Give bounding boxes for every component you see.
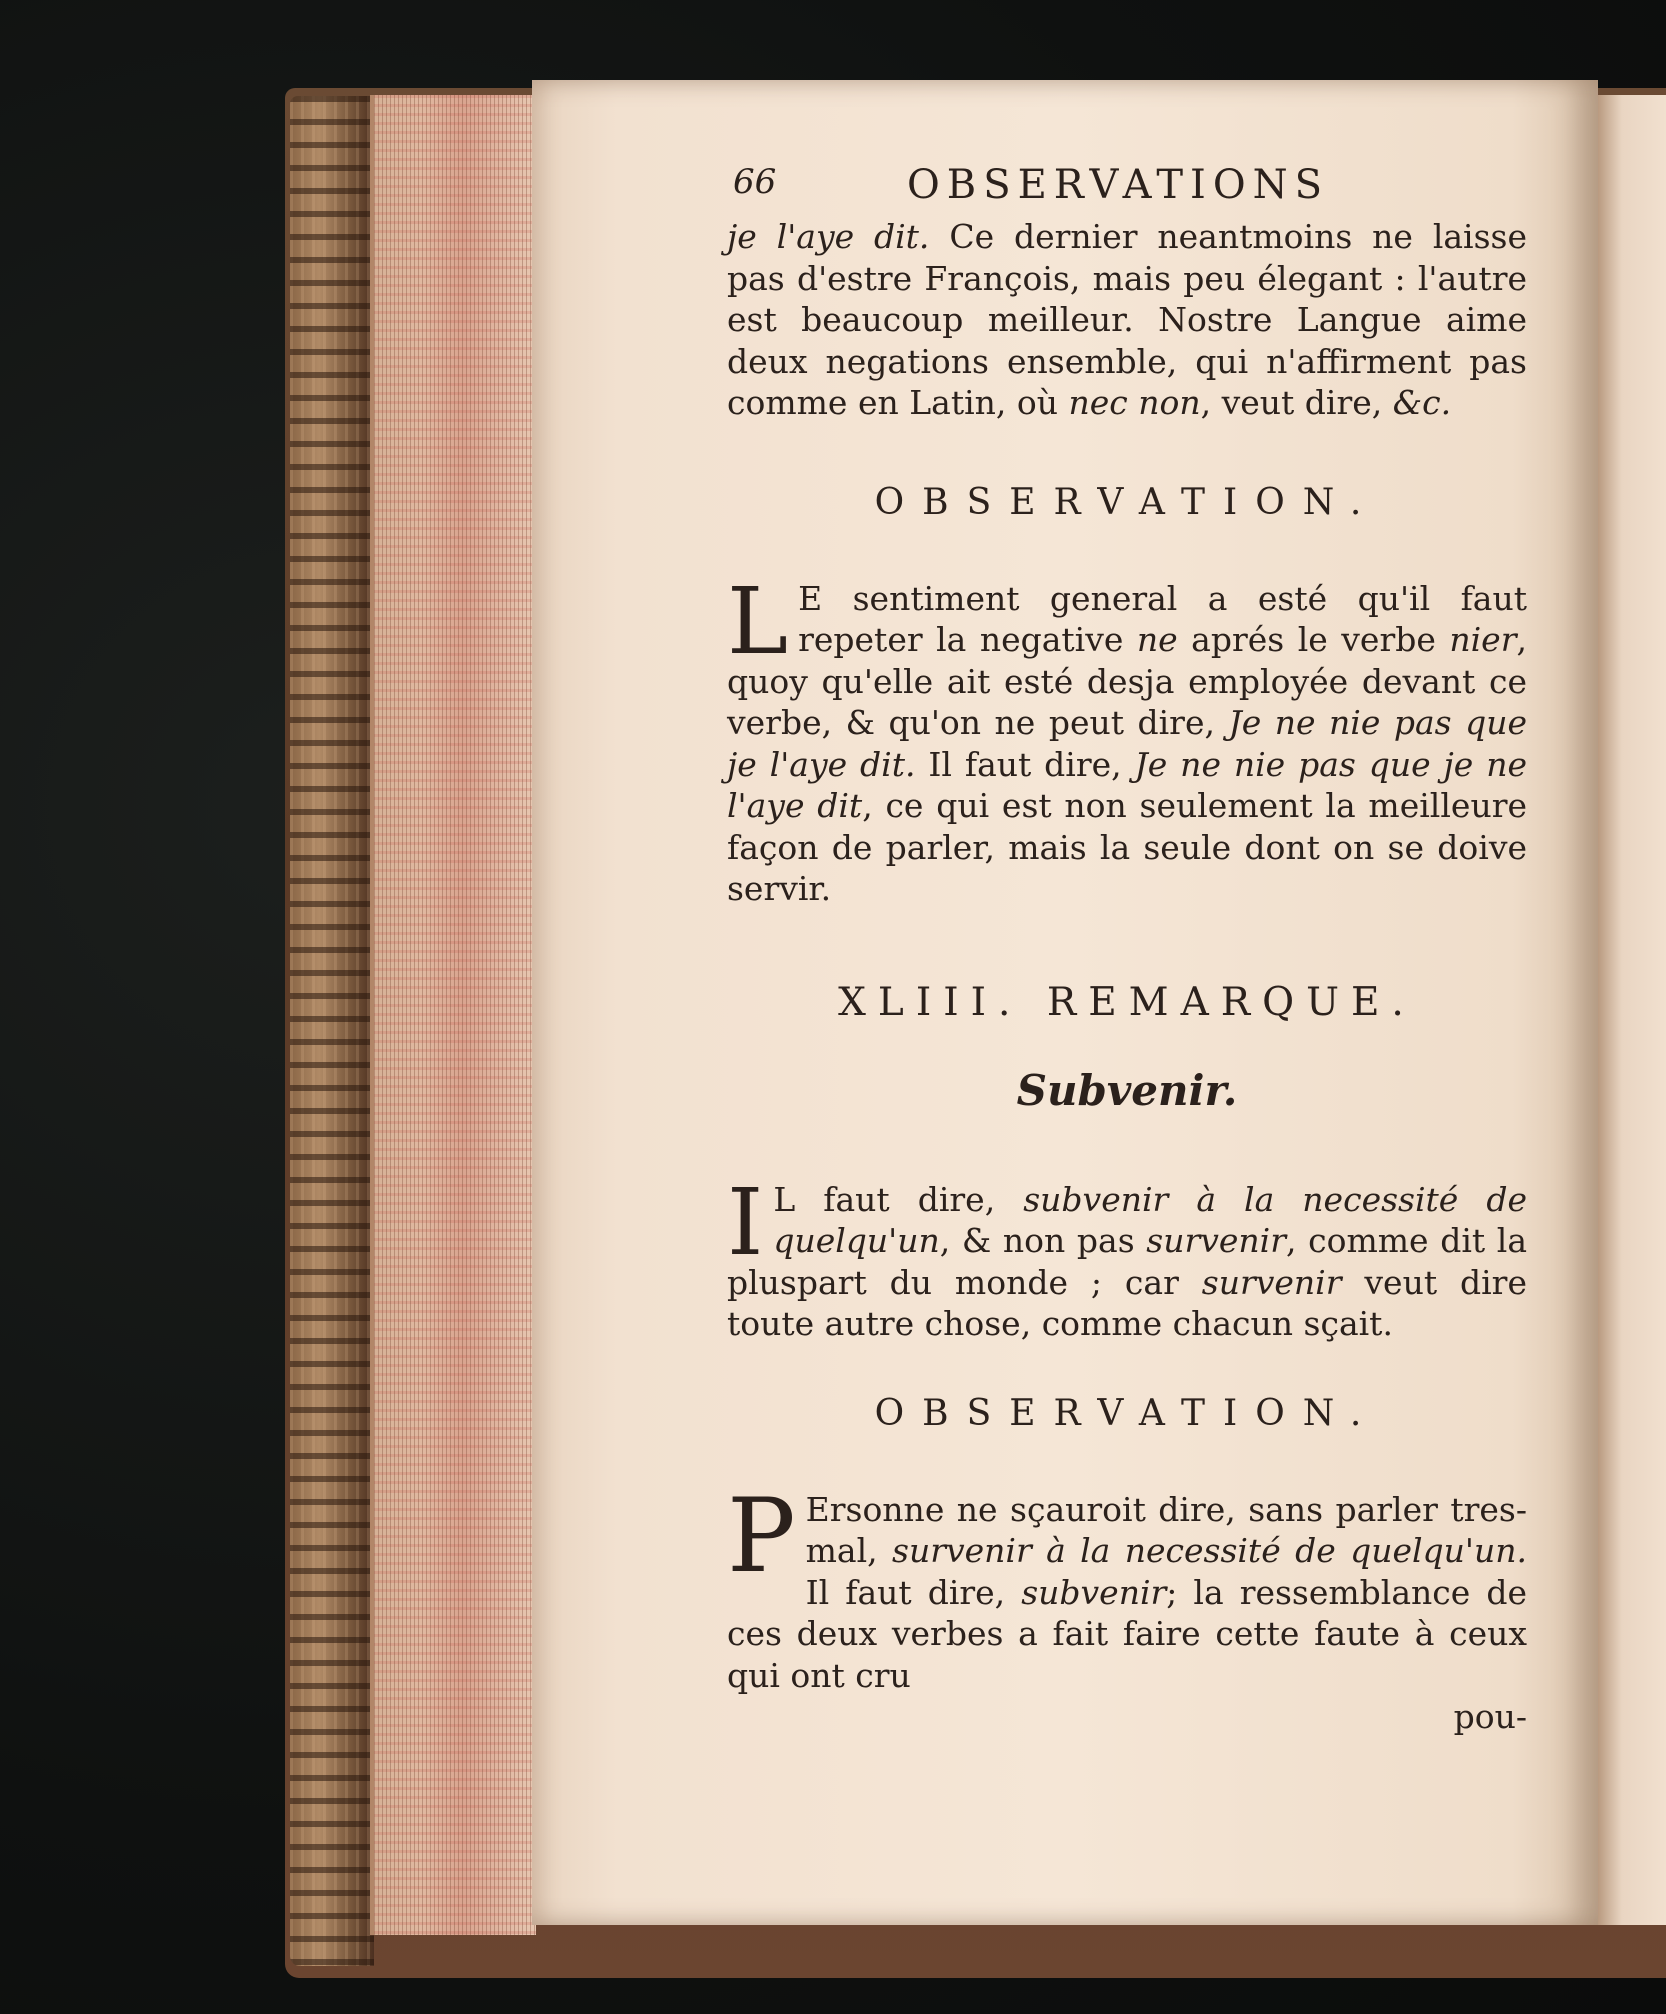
body-text: veut dire toute autre chose, comme chacun sçait. (727, 1262, 1527, 1343)
page-number: 66 (733, 162, 777, 202)
italic-text: survenir à la necessité de quelqu'un. (892, 1531, 1528, 1570)
running-head (727, 160, 1527, 216)
drop-cap: L (727, 567, 789, 675)
body-text: , ce qui est non seulement la meilleure façon de parler, mais la seule dont on se doive servir. (727, 786, 1527, 908)
body-text: ; la ressemblance de ces deux verbes a fait faire cette faute à ceux qui ont cru (727, 1572, 1527, 1695)
body-text: Il faut dire, (915, 744, 1135, 784)
italic-text: Je ne nie pas que je l'aye dit. (727, 703, 1527, 784)
body-text: E sentiment general a esté qu'il faut repeter la negative (798, 578, 1527, 659)
observation-heading: OBSERVATION. (874, 481, 1380, 523)
observation-paragraph (727, 567, 1527, 910)
italic-text: subvenir à la necessité de quelqu'un (773, 1179, 1527, 1260)
body-text: aprés le verbe (1177, 620, 1450, 659)
body-text: Il faut dire, (805, 1572, 1022, 1612)
italic-text: survenir (1201, 1262, 1342, 1302)
body-text: Ce dernier neantmoins ne laisse pas d'estre François, mais peu élegant : l'autre est beaucoup meilleur. Nostre Langue aime deux negations ensemble, qui n'affirment pas comme en Latin, où (727, 217, 1527, 422)
book-spine (290, 96, 374, 1966)
italic-text: &c. (1392, 383, 1452, 422)
remarque-heading: XLIII. REMARQUE. (838, 979, 1416, 1025)
body-text: , & non pas (939, 1221, 1147, 1260)
italic-text: subvenir (1021, 1572, 1167, 1612)
italic-text: survenir (1146, 1221, 1286, 1260)
running-title: OBSERVATIONS (907, 162, 1330, 208)
observation-heading: OBSERVATION. (874, 1392, 1380, 1434)
italic-text: nec non (1068, 383, 1201, 422)
page-text (727, 160, 1527, 1738)
body-text: , quoy qu'elle ait esté desja employée devant ce verbe, & qu'on ne peut dire, (727, 620, 1527, 742)
catchword: pou- (1453, 1697, 1527, 1736)
italic-text: Je ne nie pas que je ne l'aye dit (727, 744, 1527, 825)
italic-text: ne (1136, 620, 1178, 659)
paragraph-continuation (727, 216, 1527, 424)
italic-text: je l'aye dit. (727, 217, 930, 256)
drop-cap: I (727, 1168, 764, 1276)
italic-text: nier (1449, 620, 1517, 659)
body-text: L faut dire, (773, 1179, 1024, 1219)
body-text: , comme dit la pluspart du monde ; car (727, 1221, 1527, 1302)
body-text: , veut dire, (1200, 383, 1393, 422)
body-text: Ersonne ne sçauroit dire, sans parler tres-mal, (805, 1489, 1527, 1570)
remarque-paragraph (727, 1168, 1527, 1345)
facing-page-edge (1598, 95, 1666, 1925)
observation-paragraph (727, 1476, 1528, 1697)
remarque-subheading: Subvenir. (1016, 1065, 1238, 1115)
drop-cap: P (727, 1476, 796, 1596)
page-edges (370, 95, 536, 1935)
